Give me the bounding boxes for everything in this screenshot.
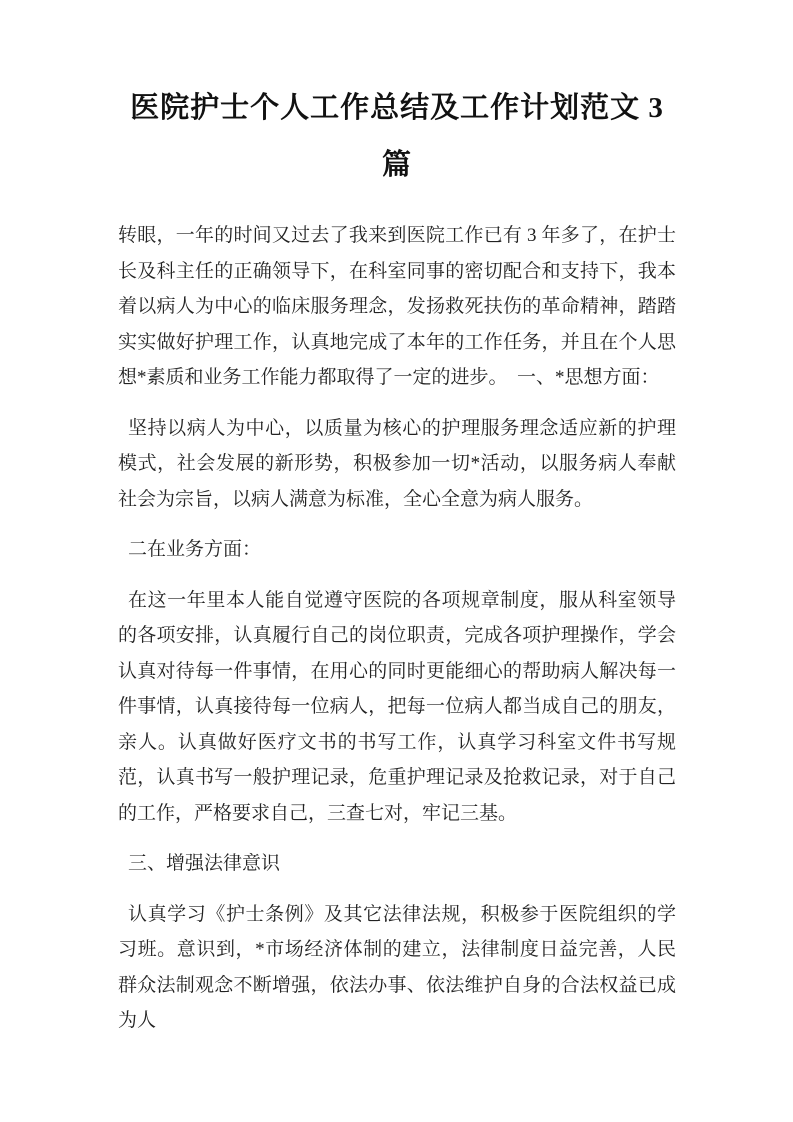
document-body [118,218,676,1039]
heading-legal-awareness: 三、增强法律意识 [128,853,281,874]
document-title-line-1: 医院护士个人工作总结及工作计划范文 3 [130,92,664,124]
document-title [118,80,676,194]
paragraph-business-aspect: 在这一年里本人能自觉遵守医院的各项规章制度，服从科室领导的各项安排，认真履行自己的岗位职责，完成各项护理操作，学会认真对待每一件事情，在用心的同时更能细心的帮助病人解决每一件事情，认真接待每一位病人，把每一位病人都当成自己的朋友，亲人。认真做好医疗文书的书写工作，认真学习科室文件书写规范，认真书写一般护理记录，危重护理记录及抢救记录，对于自己的工作，严格要求自己，三查七对，牢记三基。 [118,589,676,824]
document-title-line-2: 篇 [381,149,412,181]
paragraph-thought-aspect: 坚持以病人为中心，以质量为核心的护理服务理念适应新的护理模式，社会发展的新形势，积极参加一切*活动，以服务病人奉献社会为宗旨，以病人满意为标准，全心全意为病人服务。 [118,417,676,510]
paragraph-intro: 转眼，一年的时间又过去了我来到医院工作已有 3 年多了，在护士长及科主任的正确领导下，在科室同事的密切配合和支持下，我本着以病人为中心的临床服务理念，发扬救死扶伤的革命精神，踏踏实实做好护理工作，认真地完成了本年的工作任务，并且在个人思想*素质和业务工作能力都取得了一定的进步。 一、*思想方面： [118,225,676,388]
paragraph-legal-awareness: 认真学习《护士条例》及其它法律法规，积极参于医院组织的学习班。意识到，*市场经济体制的建立，法律制度日益完善，人民群众法制观念不断增强，依法办事、依法维护自身的合法权益已成为人 [118,903,676,1031]
heading-business-aspect: 二在业务方面： [128,539,262,560]
